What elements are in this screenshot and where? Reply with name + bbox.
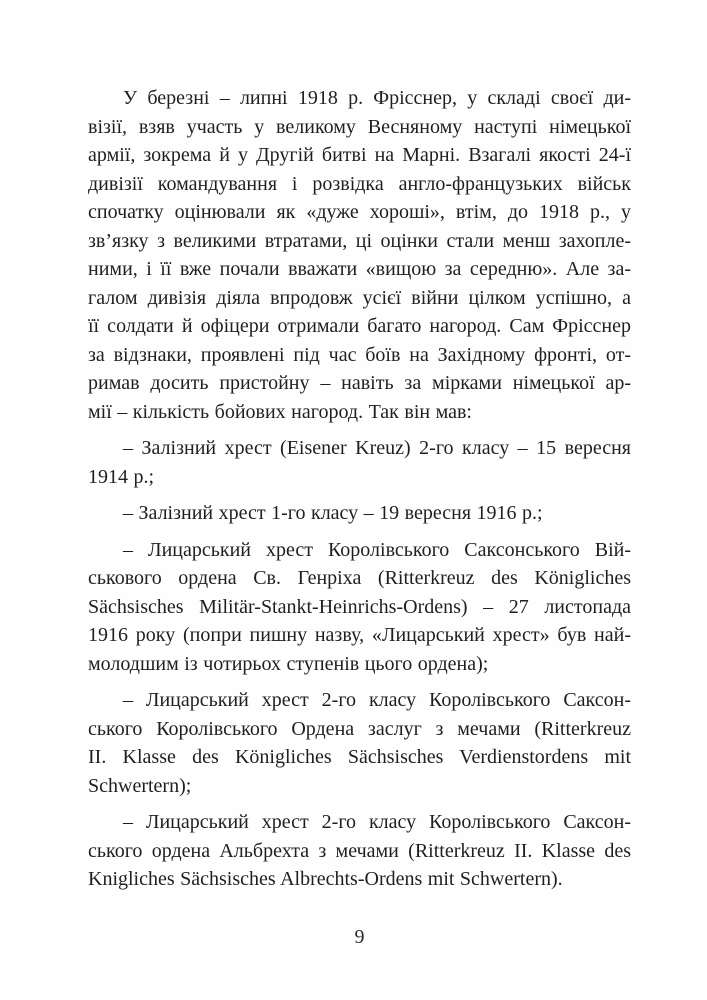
page-text-block xyxy=(88,84,631,902)
text-line: мії – кількість бойових нагород. Так він мав: xyxy=(88,400,472,423)
text-line: ними, і її вже почали вважати «вищою за середню». Але за- xyxy=(88,258,631,280)
text-line: спочатку оцінювали як «дуже хороші», втім, до 1918 р., у xyxy=(88,201,631,223)
text-line: дивізії командування і розвідка англо-французьких військ xyxy=(88,172,631,195)
text-line: Sächsisches Militär-Stankt-Heinrichs-Ordens) – 27 листопада xyxy=(88,595,631,618)
page-number: 9 xyxy=(354,926,365,948)
text-line: 1916 року (попри пишну назву, «Лицарський хрест» був най- xyxy=(88,624,631,646)
paragraph xyxy=(88,536,631,679)
text-line: римав досить пристойну – навіть за мірками німецької ар- xyxy=(88,372,631,394)
text-line: армії, зокрема й у Другій битві на Марні. Взагалі якості 24-ї xyxy=(88,144,631,166)
text-line: – Лицарський хрест 2-го класу Королівського Саксон- xyxy=(123,811,631,833)
text-line: – Лицарський хрест 2-го класу Королівського Саксон- xyxy=(123,689,631,711)
text-line: – Залізний хрест 1-го класу – 19 вересня 1916 р.; xyxy=(123,502,543,524)
text-line: ського Королівського Ордена заслуг з мечами (Ritterkreuz xyxy=(88,717,631,740)
text-line: за відзнаки, проявлені під час боїв на Західному фронті, от- xyxy=(88,343,631,366)
text-line: Schwertern); xyxy=(88,774,192,797)
text-line: зв’язку з великими втратами, ці оцінки стали менш захопле- xyxy=(88,229,631,252)
text-line: галом дивізія діяла впродовж усієї війни цілком успішно, а xyxy=(88,286,631,309)
text-line: – Лицарський хрест Королівського Саксонського Вій- xyxy=(123,538,631,561)
text-line: ськового ордена Св. Генріха (Ritterkreuz des Königliches xyxy=(88,567,631,589)
text-line: 1914 р.; xyxy=(88,465,155,488)
text-line: У березні – липні 1918 р. Фрісснер, у складі своєї ди- xyxy=(123,87,631,109)
text-line: молодшим із чотирьох ступенів цього ордена); xyxy=(88,652,489,675)
paragraph xyxy=(88,686,631,800)
paragraph xyxy=(88,434,631,491)
text-line: II. Klasse des Königliches Sächsisches Verdienstordens mit xyxy=(88,746,631,768)
text-line: Knigliches Sächsisches Albrechts-Ordens mit Schwertern). xyxy=(88,868,563,890)
text-line: ського ордена Альбрехта з мечами (Ritterkreuz II. Klasse des xyxy=(88,839,631,862)
text-line: її солдати й офіцери отримали багато нагород. Сам Фрісснер xyxy=(88,315,631,337)
paragraph xyxy=(88,499,631,528)
paragraph xyxy=(88,84,631,426)
text-line: візії, взяв участь у великому Весняному наступі німецької xyxy=(88,115,631,138)
paragraph xyxy=(88,808,631,894)
text-line: – Залізний хрест (Eisener Kreuz) 2-го класу – 15 вересня xyxy=(123,437,631,459)
